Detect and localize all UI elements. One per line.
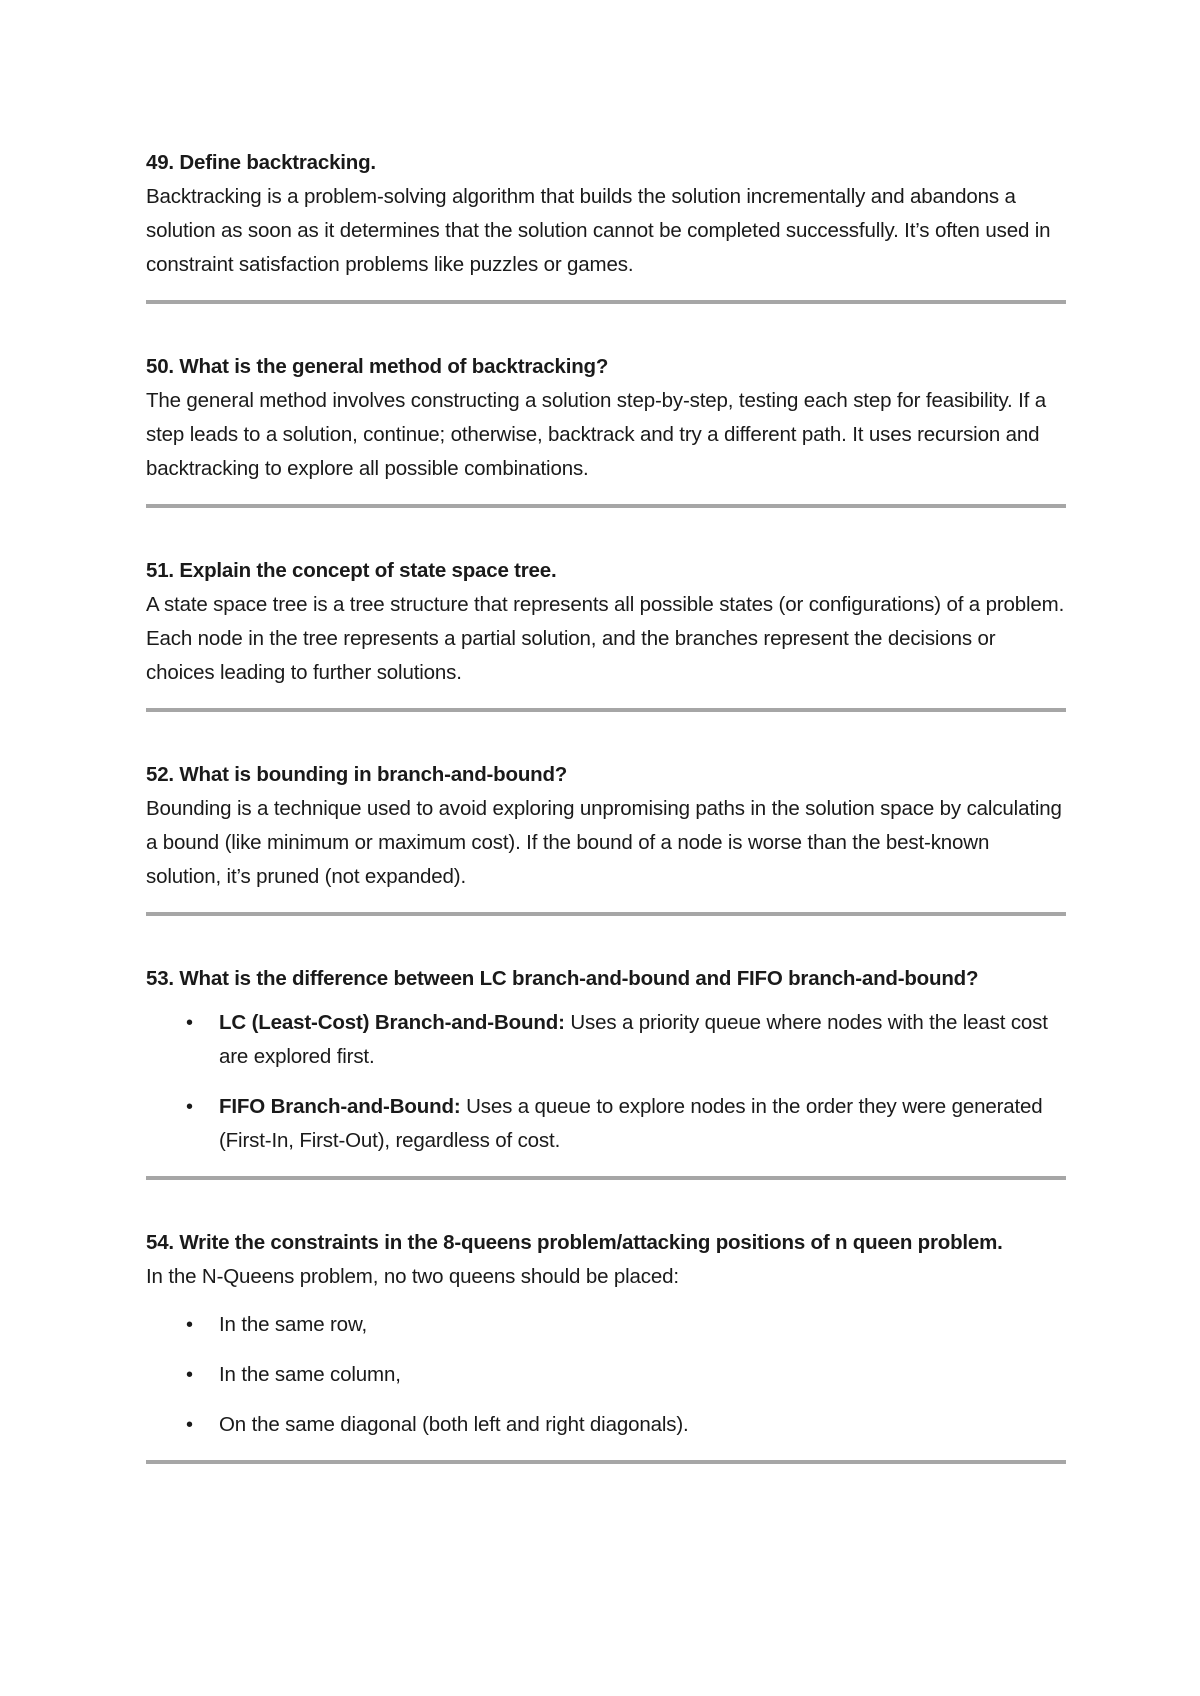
bullet-text: Uses a priority queue where nodes with the least cost are explored first. bbox=[219, 1011, 1048, 1068]
answer-text: Bounding is a technique used to avoid exploring unpromising paths in the solution space by calculating a bound (like minimum or maximum cost). If the bound of a node is worse than the best-known solution, it’s pruned (not expanded). bbox=[146, 797, 1062, 888]
qa-section-53 bbox=[146, 962, 1066, 1158]
list-item bbox=[146, 1006, 1066, 1074]
section-divider bbox=[146, 912, 1066, 916]
bullet-icon: • bbox=[186, 1314, 193, 1336]
question-heading: 54. Write the constraints in the 8-queens problem/attacking positions of n queen problem. bbox=[146, 1231, 1003, 1254]
section-divider bbox=[146, 1176, 1066, 1180]
list-item bbox=[146, 1308, 1066, 1342]
qa-section-51 bbox=[146, 554, 1066, 690]
list-item bbox=[146, 1090, 1066, 1158]
list-item bbox=[146, 1408, 1066, 1442]
question-heading: 51. Explain the concept of state space tree. bbox=[146, 559, 557, 582]
bullet-icon: • bbox=[186, 1096, 193, 1118]
bullet-icon: • bbox=[186, 1414, 193, 1436]
bullet-text: In the same column, bbox=[219, 1363, 401, 1386]
qa-section-54 bbox=[146, 1226, 1066, 1442]
question-heading: 50. What is the general method of backtracking? bbox=[146, 355, 609, 378]
answer-text: The general method involves constructing a solution step-by-step, testing each step for feasibility. If a step leads to a solution, continue; otherwise, backtrack and try a different path. It uses recursion and backtracking to explore all possible combinations. bbox=[146, 389, 1047, 480]
bullet-text: On the same diagonal (both left and right diagonals). bbox=[219, 1413, 689, 1436]
qa-section-52 bbox=[146, 758, 1066, 894]
section-divider bbox=[146, 708, 1066, 712]
bullet-list bbox=[146, 1308, 1066, 1442]
bullet-text: In the same row, bbox=[219, 1313, 368, 1336]
list-item bbox=[146, 1358, 1066, 1392]
bullet-text: Uses a queue to explore nodes in the order they were generated (First-In, First-Out), regardless of cost. bbox=[219, 1095, 1043, 1152]
bullet-term: FIFO Branch-and-Bound: bbox=[219, 1095, 461, 1118]
answer-text: In the N-Queens problem, no two queens should be placed: bbox=[146, 1265, 679, 1288]
section-divider bbox=[146, 504, 1066, 508]
document-page bbox=[146, 146, 1066, 1510]
question-heading: 52. What is bounding in branch-and-bound? bbox=[146, 763, 568, 786]
question-heading: 49. Define backtracking. bbox=[146, 151, 376, 174]
question-heading: 53. What is the difference between LC branch-and-bound and FIFO branch-and-bound? bbox=[146, 967, 979, 990]
bullet-list bbox=[146, 1006, 1066, 1158]
bullet-icon: • bbox=[186, 1364, 193, 1386]
qa-section-49 bbox=[146, 146, 1066, 282]
bullet-term: LC (Least-Cost) Branch-and-Bound: bbox=[219, 1011, 565, 1034]
section-divider bbox=[146, 300, 1066, 304]
section-divider bbox=[146, 1460, 1066, 1464]
answer-text: Backtracking is a problem-solving algorithm that builds the solution incrementally and abandons a solution as soon as it determines that the solution cannot be completed successfully. It’s often used in constraint satisfaction problems like puzzles or games. bbox=[146, 185, 1051, 276]
bullet-icon: • bbox=[186, 1012, 193, 1034]
qa-section-50 bbox=[146, 350, 1066, 486]
answer-text: A state space tree is a tree structure that represents all possible states (or configurations) of a problem. Each node in the tree represents a partial solution, and the branches represent the decisions or choices leading to further solutions. bbox=[146, 593, 1065, 684]
